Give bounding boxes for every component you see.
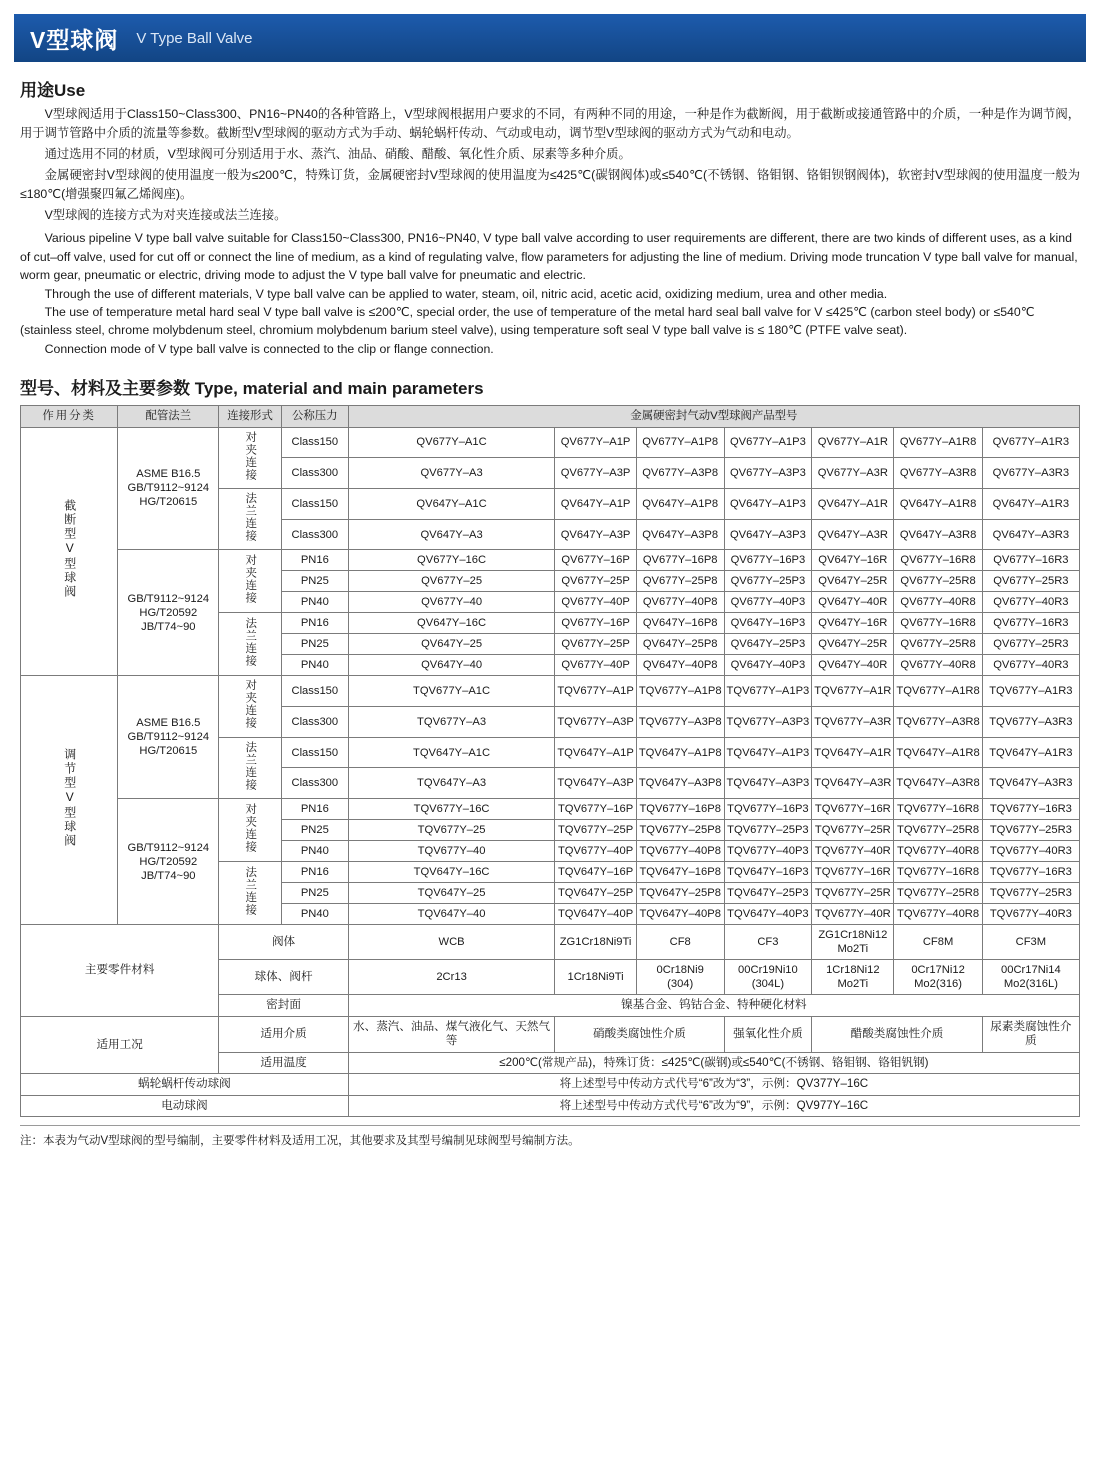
- category-label: [21, 676, 118, 925]
- model-code: TQV677Y–25R8: [894, 883, 982, 904]
- model-code: QV677Y–16P: [555, 550, 637, 571]
- nominal-pressure: Class300: [281, 458, 348, 489]
- model-code: TQV647Y–A1R3: [982, 737, 1079, 768]
- model-code: TQV647Y–A3R: [812, 768, 894, 799]
- model-code: TQV677Y–16R: [812, 862, 894, 883]
- category-label-text: 截断型V型球阀: [62, 499, 77, 600]
- nominal-pressure: Class300: [281, 519, 348, 550]
- material-value: 1Cr18Ni9Ti: [555, 960, 637, 995]
- parameters-table: [20, 405, 1080, 1117]
- nominal-pressure: Class300: [281, 768, 348, 799]
- nominal-pressure: PN16: [281, 613, 348, 634]
- connection-type: [219, 737, 282, 798]
- nominal-pressure: PN16: [281, 862, 348, 883]
- model-code: TQV647Y–40P: [555, 904, 637, 925]
- use-cn-paragraph-3: 金属硬密封V型球阀的使用温度一般为≤200℃，特殊订货，金属硬密封V型球阀的使用温度为≤425℃(碳钢阀体)或≤540℃(不锈钢、铬钼钢、铬钼钡钢阀体)，软密封V型球阀的使用温度一般为≤180℃(增强聚四氟乙烯阀座)。: [20, 168, 1080, 202]
- use-cn-paragraph-2: 通过选用不同的材质，V型球阀可分别适用于水、蒸汽、油品、硝酸、醋酸、氧化性介质、尿素等多种介质。: [44, 147, 631, 162]
- model-code: TQV677Y–40R8: [894, 841, 982, 862]
- model-code: QV647Y–25P8: [636, 634, 724, 655]
- model-code: QV677Y–16R3: [982, 613, 1079, 634]
- materials-label: 主要零件材料: [21, 925, 219, 1016]
- model-code: QV677Y–40R3: [982, 592, 1079, 613]
- model-code: TQV647Y–A3P3: [724, 768, 812, 799]
- model-code: TQV677Y–A3P: [555, 707, 637, 738]
- model-code: TQV677Y–25P: [555, 820, 637, 841]
- model-code: TQV677Y–A1P8: [636, 676, 724, 707]
- material-row: [21, 925, 1080, 960]
- material-value: CF3: [724, 925, 812, 960]
- table-row: [21, 427, 1080, 458]
- model-code: TQV677Y–25R3: [982, 820, 1079, 841]
- model-code: QV677Y–A1R: [812, 427, 894, 458]
- model-code: TQV677Y–40R3: [982, 904, 1079, 925]
- model-code: TQV677Y–A1P3: [724, 676, 812, 707]
- medium-value: 水、蒸汽、油品、煤气液化气、天然气等: [348, 1016, 555, 1052]
- model-code: TQV647Y–16P3: [724, 862, 812, 883]
- nominal-pressure: PN25: [281, 634, 348, 655]
- model-code: QV677Y–16R8: [894, 613, 982, 634]
- model-code: QV647Y–40: [348, 655, 555, 676]
- model-code: QV677Y–A3R3: [982, 458, 1079, 489]
- model-code: QV647Y–40P8: [636, 655, 724, 676]
- model-code: QV677Y–A1P3: [724, 427, 812, 458]
- model-code: TQV677Y–A3R8: [894, 707, 982, 738]
- use-en-paragraph-4: Connection mode of V type ball valve is connected to the clip or flange connection.: [44, 341, 494, 356]
- model-code: TQV677Y–A3P3: [724, 707, 812, 738]
- model-code: QV677Y–40P3: [724, 592, 812, 613]
- model-code: TQV647Y–16C: [348, 862, 555, 883]
- model-code: TQV677Y–A3R: [812, 707, 894, 738]
- model-code: TQV647Y–A3P8: [636, 768, 724, 799]
- use-en-paragraph-3: The use of temperature metal hard seal V type ball valve is ≤200℃, special order, the use of temperature of the metal hard seal ball valve for V ≤425℃ (carbon steel body) or ≤540℃ (stainless steel, chrome molybdenum steel, chromium molybdenum barium steel valve), using temperature soft seal V type ball valve is ≤ 180℃ (PTFE valve seat).: [20, 305, 1035, 338]
- model-code: QV677Y–25P: [555, 571, 637, 592]
- model-code: TQV647Y–A3P: [555, 768, 637, 799]
- model-code: QV677Y–40P: [555, 592, 637, 613]
- material-value: 00Cr17Ni14 Mo2(316L): [982, 960, 1079, 995]
- model-code: TQV677Y–A3P8: [636, 707, 724, 738]
- model-code: TQV677Y–16R: [812, 799, 894, 820]
- model-code: TQV647Y–A3: [348, 768, 555, 799]
- model-code: TQV677Y–16P8: [636, 799, 724, 820]
- model-code: QV647Y–A1P3: [724, 488, 812, 519]
- model-code: TQV677Y–25R3: [982, 883, 1079, 904]
- model-code: TQV647Y–25: [348, 883, 555, 904]
- connection-type-text: 法兰连接: [244, 865, 257, 916]
- header-flange: 配管法兰: [118, 406, 219, 427]
- model-code: TQV677Y–A1C: [348, 676, 555, 707]
- table-row: [21, 550, 1080, 571]
- material-value: ZG1Cr18Ni9Ti: [555, 925, 637, 960]
- connection-type: [219, 862, 282, 925]
- table-header-row: [21, 406, 1080, 427]
- model-code: TQV647Y–A1P3: [724, 737, 812, 768]
- model-code: TQV677Y–A1R3: [982, 676, 1079, 707]
- table-body: [21, 427, 1080, 1116]
- nominal-pressure: PN25: [281, 883, 348, 904]
- medium-label: 适用介质: [219, 1016, 349, 1052]
- model-code: QV677Y–25R3: [982, 571, 1079, 592]
- material-name: 阀体: [219, 925, 349, 960]
- model-code: QV647Y–25: [348, 634, 555, 655]
- model-code: QV647Y–A3P: [555, 519, 637, 550]
- model-code: QV647Y–16C: [348, 613, 555, 634]
- model-code: TQV677Y–40R3: [982, 841, 1079, 862]
- model-code: QV647Y–A3R8: [894, 519, 982, 550]
- model-code: TQV647Y–25P3: [724, 883, 812, 904]
- model-code: QV677Y–25P3: [724, 571, 812, 592]
- model-code: TQV677Y–25R8: [894, 820, 982, 841]
- model-code: TQV677Y–A1P: [555, 676, 637, 707]
- nominal-pressure: PN40: [281, 904, 348, 925]
- use-en-paragraph-1: Various pipeline V type ball valve suitable for Class150~Class300, PN16~PN40, V type ball valve according to user requirements are different, there are two kinds of different uses, as a kind of cut–off valve, used for cut off or connect the line of medium, as a kind of regulating valve, flow parameters for adjusting the line of medium. Driving mode truncation V type ball valve for manual, worm gear, pneumatic or electric, driving mode to adjust the V type ball valve for pneumatic and electric.: [20, 231, 1078, 283]
- page-title-cn: V型球阀: [30, 26, 119, 53]
- model-code: TQV647Y–40P8: [636, 904, 724, 925]
- header-connection: 连接形式: [219, 406, 282, 427]
- model-code: QV647Y–16P8: [636, 613, 724, 634]
- model-code: QV647Y–A3P8: [636, 519, 724, 550]
- material-name: 球体、阀杆: [219, 960, 349, 995]
- model-code: QV677Y–40R8: [894, 655, 982, 676]
- connection-type-text: 对夹连接: [244, 430, 257, 481]
- header-category: 作用分类: [21, 406, 118, 427]
- condition-row: [21, 1016, 1080, 1052]
- material-value: 00Cr19Ni10 (304L): [724, 960, 812, 995]
- model-code: TQV647Y–A1R8: [894, 737, 982, 768]
- use-en-paragraph-2: Through the use of different materials, V type ball valve can be applied to water, steam, oil, nitric acid, acetic acid, oxidizing medium, urea and other media.: [44, 286, 888, 301]
- nominal-pressure: PN40: [281, 592, 348, 613]
- model-code: TQV647Y–A1C: [348, 737, 555, 768]
- extra-label: 电动球阀: [21, 1095, 349, 1116]
- nominal-pressure: Class150: [281, 488, 348, 519]
- model-code: TQV677Y–16C: [348, 799, 555, 820]
- connection-type: [219, 676, 282, 737]
- material-value: 1Cr18Ni12 Mo2Ti: [812, 960, 894, 995]
- model-code: TQV677Y–16R8: [894, 862, 982, 883]
- material-value: 0Cr18Ni9 (304): [636, 960, 724, 995]
- temperature-label: 适用温度: [219, 1052, 349, 1073]
- extra-row: [21, 1095, 1080, 1116]
- connection-type: [219, 799, 282, 862]
- model-code: QV677Y–A3P: [555, 458, 637, 489]
- model-code: QV647Y–A1C: [348, 488, 555, 519]
- model-code: TQV677Y–40R: [812, 904, 894, 925]
- nominal-pressure: PN16: [281, 799, 348, 820]
- model-code: TQV647Y–25P8: [636, 883, 724, 904]
- model-code: QV677Y–40P8: [636, 592, 724, 613]
- model-code: QV677Y–A1P: [555, 427, 637, 458]
- model-code: QV647Y–A3P3: [724, 519, 812, 550]
- model-code: TQV677Y–25: [348, 820, 555, 841]
- model-code: QV677Y–A1P8: [636, 427, 724, 458]
- model-code: TQV677Y–40P8: [636, 841, 724, 862]
- model-code: QV647Y–A1R3: [982, 488, 1079, 519]
- model-code: QV677Y–25: [348, 571, 555, 592]
- model-code: QV647Y–25R: [812, 571, 894, 592]
- material-value: 2Cr13: [348, 960, 555, 995]
- connection-type-text: 对夹连接: [244, 802, 257, 853]
- model-code: TQV677Y–40P3: [724, 841, 812, 862]
- model-code: TQV677Y–16R3: [982, 799, 1079, 820]
- model-code: TQV647Y–A1P8: [636, 737, 724, 768]
- model-code: QV677Y–25P: [555, 634, 637, 655]
- conditions-label: 适用工况: [21, 1016, 219, 1073]
- model-code: QV677Y–16P8: [636, 550, 724, 571]
- model-code: TQV647Y–A3R3: [982, 768, 1079, 799]
- model-code: QV647Y–A3R3: [982, 519, 1079, 550]
- nominal-pressure: PN16: [281, 550, 348, 571]
- material-value: CF8M: [894, 925, 982, 960]
- extra-value: 将上述型号中传动方式代号“6”改为“9”，示例：QV977Y–16C: [348, 1095, 1079, 1116]
- header-models: 金属硬密封气动V型球阀产品型号: [348, 406, 1079, 427]
- model-code: TQV647Y–40: [348, 904, 555, 925]
- flange-standard: ASME B16.5 GB/T9112~9124 HG/T20615: [118, 427, 219, 550]
- model-code: QV677Y–A1R8: [894, 427, 982, 458]
- material-value: 0Cr17Ni12 Mo2(316): [894, 960, 982, 995]
- model-code: QV647Y–16P3: [724, 613, 812, 634]
- connection-type: [219, 488, 282, 549]
- model-code: QV647Y–16R: [812, 613, 894, 634]
- medium-value: 硝酸类腐蚀性介质: [555, 1016, 724, 1052]
- model-code: QV677Y–A3P8: [636, 458, 724, 489]
- header-pressure: 公称压力: [281, 406, 348, 427]
- model-code: QV647Y–A1R: [812, 488, 894, 519]
- page-content: [0, 76, 1100, 1158]
- model-code: TQV677Y–25P8: [636, 820, 724, 841]
- model-code: TQV677Y–25R: [812, 883, 894, 904]
- connection-type-text: 法兰连接: [244, 491, 257, 542]
- flange-standard: GB/T9112~9124 HG/T20592 JB/T74~90: [118, 550, 219, 676]
- connection-type: [219, 613, 282, 676]
- use-cn-paragraph-1: V型球阀适用于Class150~Class300、PN16~PN40的各种管路上，V型球阀根据用户要求的不同，有两种不同的用途，一种是作为截断阀，用于截断或接通管路中的介质，一种是作为调节阀，用于调节管路中介质的流量等参数。截断型V型球阀的驱动方式为手动、蜗轮蜗杆传动、气动或电动，调节型V型球阀的驱动方式为气动和电动。: [20, 107, 1080, 141]
- model-code: QV677Y–16R8: [894, 550, 982, 571]
- model-code: QV647Y–A1R8: [894, 488, 982, 519]
- model-code: QV647Y–25R: [812, 634, 894, 655]
- material-value: CF3M: [982, 925, 1079, 960]
- material-value: 镍基合金、钨钴合金、特种硬化材料: [348, 995, 1079, 1016]
- nominal-pressure: PN40: [281, 841, 348, 862]
- model-code: TQV647Y–A3R8: [894, 768, 982, 799]
- model-code: TQV677Y–40: [348, 841, 555, 862]
- use-heading: 用途Use: [20, 81, 86, 100]
- model-code: QV677Y–40: [348, 592, 555, 613]
- model-code: TQV677Y–A3: [348, 707, 555, 738]
- table-head: [21, 406, 1080, 427]
- medium-value: 醋酸类腐蚀性介质: [812, 1016, 982, 1052]
- model-code: QV677Y–40R3: [982, 655, 1079, 676]
- model-code: QV647Y–40R: [812, 592, 894, 613]
- material-name: 密封面: [219, 995, 349, 1016]
- page-header: [14, 14, 1086, 62]
- table-row: [21, 676, 1080, 707]
- extra-value: 将上述型号中传动方式代号“6”改为“3”，示例：QV377Y–16C: [348, 1074, 1079, 1095]
- model-code: QV647Y–A1P8: [636, 488, 724, 519]
- model-code: QV677Y–40P: [555, 655, 637, 676]
- model-code: TQV677Y–A1R: [812, 676, 894, 707]
- model-code: QV647Y–40R: [812, 655, 894, 676]
- connection-type-text: 对夹连接: [244, 554, 257, 605]
- model-code: QV677Y–A1C: [348, 427, 555, 458]
- model-code: TQV647Y–16P8: [636, 862, 724, 883]
- connection-type-text: 法兰连接: [244, 740, 257, 791]
- connection-type: [219, 550, 282, 613]
- nominal-pressure: Class150: [281, 737, 348, 768]
- page-title-en: V Type Ball Valve: [136, 29, 253, 47]
- model-code: QV677Y–16C: [348, 550, 555, 571]
- model-code: QV647Y–25P3: [724, 634, 812, 655]
- model-code: QV647Y–16R: [812, 550, 894, 571]
- model-code: QV647Y–A3R: [812, 519, 894, 550]
- category-label: [21, 427, 118, 676]
- table-note: 注：本表为气动V型球阀的型号编制，主要零件材料及适用工况，其他要求及其型号编制见球阀型号编制方法。: [20, 1125, 1080, 1148]
- connection-type: [219, 427, 282, 488]
- model-code: TQV677Y–16R8: [894, 799, 982, 820]
- model-code: TQV647Y–25P: [555, 883, 637, 904]
- nominal-pressure: Class150: [281, 427, 348, 458]
- material-value: WCB: [348, 925, 555, 960]
- nominal-pressure: PN40: [281, 655, 348, 676]
- model-code: TQV677Y–16P3: [724, 799, 812, 820]
- model-code: TQV647Y–A1P: [555, 737, 637, 768]
- model-code: TQV677Y–40P: [555, 841, 637, 862]
- model-code: TQV677Y–40R8: [894, 904, 982, 925]
- page-root: [0, 14, 1100, 1457]
- material-value: CF8: [636, 925, 724, 960]
- medium-value: 尿素类腐蚀性介质: [982, 1016, 1079, 1052]
- model-code: TQV677Y–40R: [812, 841, 894, 862]
- flange-standard: ASME B16.5 GB/T9112~9124 HG/T20615: [118, 676, 219, 799]
- flange-standard: GB/T9112~9124 HG/T20592 JB/T74~90: [118, 799, 219, 925]
- model-code: QV677Y–A3R8: [894, 458, 982, 489]
- model-code: QV677Y–25P8: [636, 571, 724, 592]
- model-code: QV677Y–A3: [348, 458, 555, 489]
- model-code: QV677Y–A3R: [812, 458, 894, 489]
- model-code: TQV647Y–40P3: [724, 904, 812, 925]
- extra-label: 蜗轮蜗杆传动球阀: [21, 1074, 349, 1095]
- model-code: TQV677Y–25P3: [724, 820, 812, 841]
- model-code: QV677Y–25R8: [894, 634, 982, 655]
- model-code: TQV677Y–A1R8: [894, 676, 982, 707]
- model-code: QV677Y–A1R3: [982, 427, 1079, 458]
- model-code: QV677Y–16P: [555, 613, 637, 634]
- temperature-value: ≤200℃(常规产品)，特殊订货：≤425℃(碳钢)或≤540℃(不锈钢、铬钼钢、铬钼钒钢): [348, 1052, 1079, 1073]
- use-cn-paragraph-4: V型球阀的连接方式为对夹连接或法兰连接。: [44, 208, 287, 223]
- extra-row: [21, 1074, 1080, 1095]
- medium-value: 强氧化性介质: [724, 1016, 812, 1052]
- connection-type-text: 法兰连接: [244, 617, 257, 668]
- model-code: QV647Y–A3: [348, 519, 555, 550]
- model-code: TQV677Y–25R: [812, 820, 894, 841]
- model-code: TQV677Y–16R3: [982, 862, 1079, 883]
- model-code: QV677Y–16R3: [982, 550, 1079, 571]
- model-code: TQV677Y–16P: [555, 799, 637, 820]
- model-code: QV677Y–25R3: [982, 634, 1079, 655]
- model-code: TQV677Y–A3R3: [982, 707, 1079, 738]
- model-code: QV677Y–40R8: [894, 592, 982, 613]
- connection-type-text: 对夹连接: [244, 679, 257, 730]
- material-value: ZG1Cr18Ni12 Mo2Ti: [812, 925, 894, 960]
- model-code: QV647Y–40P3: [724, 655, 812, 676]
- nominal-pressure: PN25: [281, 571, 348, 592]
- table-row: [21, 799, 1080, 820]
- nominal-pressure: Class300: [281, 707, 348, 738]
- model-code: QV647Y–A1P: [555, 488, 637, 519]
- nominal-pressure: PN25: [281, 820, 348, 841]
- category-label-text: 调节型V型球阀: [62, 748, 77, 849]
- table-heading: 型号、材料及主要参数 Type, material and main parameters: [20, 379, 484, 399]
- model-code: TQV647Y–16P: [555, 862, 637, 883]
- model-code: TQV647Y–A1R: [812, 737, 894, 768]
- model-code: QV677Y–16P3: [724, 550, 812, 571]
- model-code: QV677Y–A3P3: [724, 458, 812, 489]
- model-code: QV677Y–25R8: [894, 571, 982, 592]
- nominal-pressure: Class150: [281, 676, 348, 707]
